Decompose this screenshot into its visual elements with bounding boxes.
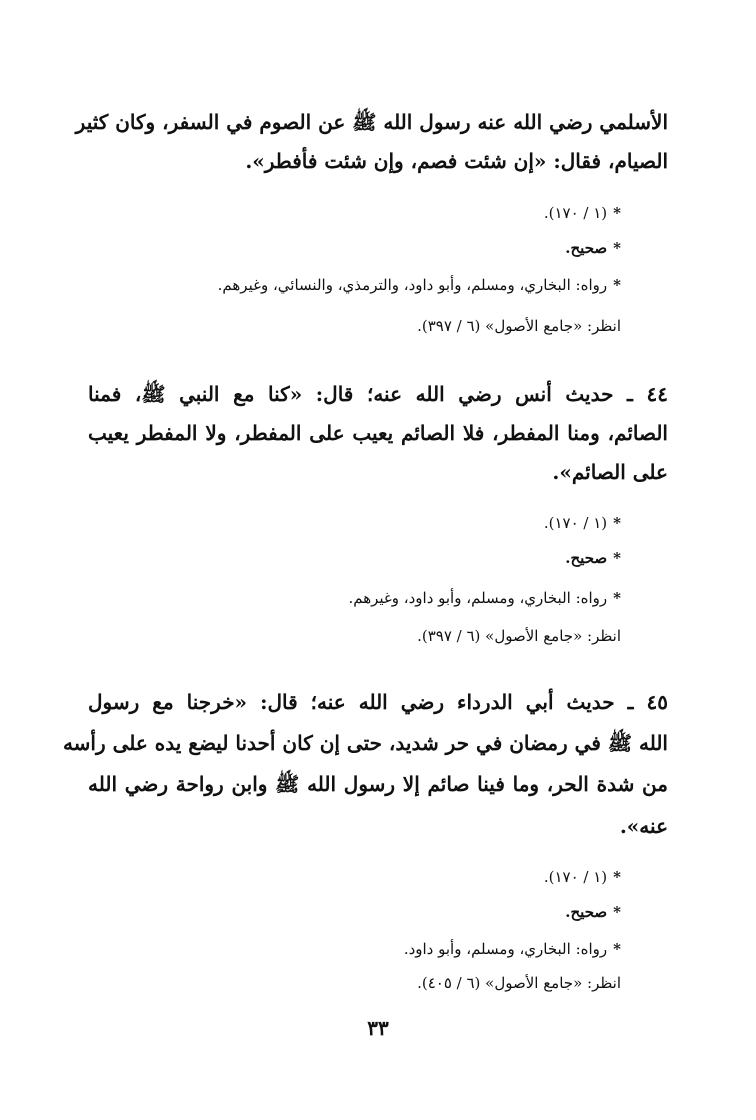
page-number: ٣٣ [367,1016,389,1040]
bullet-star-icon: * [613,589,621,607]
authenticity-grade: *صحيح. [565,903,621,921]
bullet-star-icon: * [613,204,621,222]
hadith-text-line: عنه». [619,814,668,838]
hadith-text-line: على الصائم». [552,460,668,484]
bullet-star-icon: * [613,549,621,567]
hadith-text-line: ٤٤ ـ حديث أنس رضي الله عنه؛ قال: «كنا مع النبي ﷺ، فمنا [88,382,668,406]
hadith-text-line: الصائم، ومنا المفطر، فلا الصائم يعيب على المفطر، ولا المفطر يعيب [88,421,668,445]
bullet-star-icon: * [613,940,621,958]
bullet-star-icon: * [613,903,621,921]
authenticity-grade: *صحيح. [565,239,621,257]
bullet-star-icon: * [613,239,621,257]
source-reference: انظر: «جامع الأصول» (٦ / ٣٩٧). [417,627,621,645]
narrators-list: *رواه: البخاري، ومسلم، وأبو داود، وغيرهم. [348,589,621,607]
volume-reference: *(١ / ١٧٠). [543,514,621,532]
hadith-text-line: الأسلمي رضي الله عنه رسول الله ﷺ عن الصوم في السفر، وكان كثير [75,110,668,134]
source-reference: انظر: «جامع الأصول» (٦ / ٤٠٥). [417,974,621,992]
bullet-star-icon: * [613,276,621,294]
hadith-text-line: من شدة الحر، وما فينا صائم إلا رسول الله ﷺ وابن رواحة رضي الله [88,772,668,796]
volume-reference: *(١ / ١٧٠). [543,868,621,886]
hadith-text-line: الصيام، فقال: «إن شئت فصم، وإن شئت فأفطر». [245,149,668,173]
hadith-text-line: الله ﷺ في رمضان في حر شديد، حتى إن كان أحدنا ليضع يده على رأسه [62,731,668,755]
volume-reference: *(١ / ١٧٠). [543,204,621,222]
authenticity-grade: *صحيح. [565,549,621,567]
narrators-list: *رواه: البخاري، ومسلم، وأبو داود، والترمذي، والنسائي، وغيرهم. [217,276,621,294]
bullet-star-icon: * [613,868,621,886]
bullet-star-icon: * [613,514,621,532]
hadith-text-line: ٤٥ ـ حديث أبي الدرداء رضي الله عنه؛ قال: «خرجنا مع رسول [88,690,668,714]
narrators-list: *رواه: البخاري، ومسلم، وأبو داود. [403,940,621,958]
source-reference: انظر: «جامع الأصول» (٦ / ٣٩٧). [417,317,621,335]
